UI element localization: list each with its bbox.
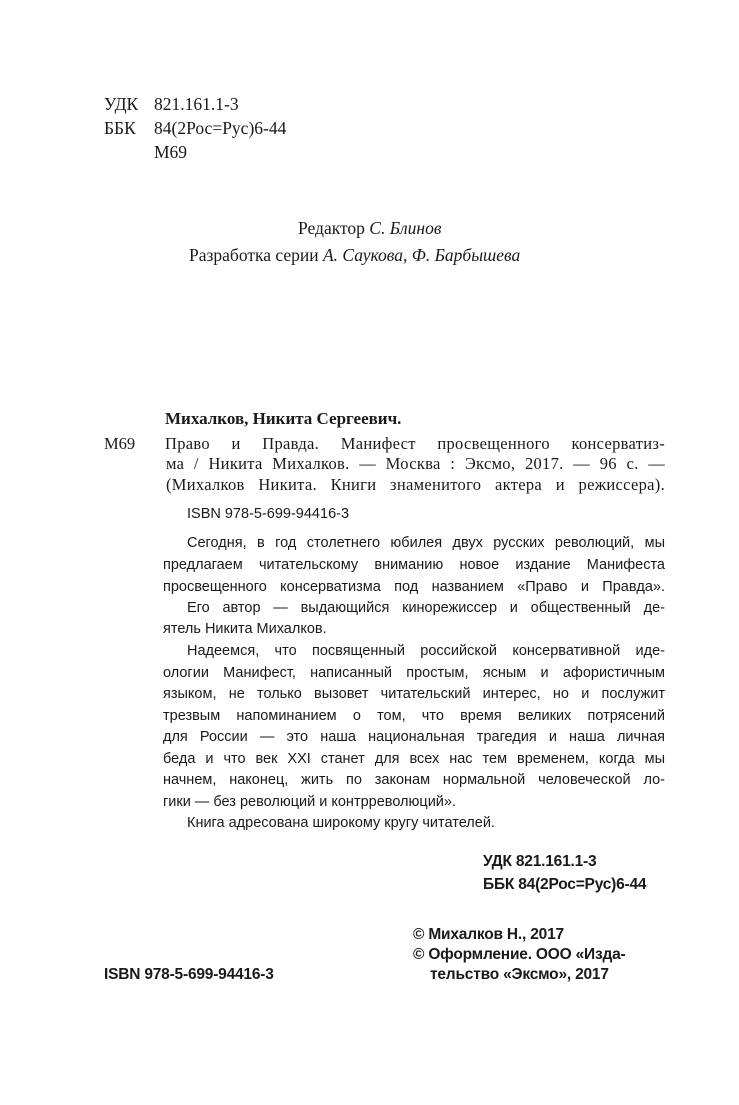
annotation-line: гики — без революций и контрреволюций». [163, 794, 456, 810]
bbk-row [104, 118, 287, 139]
annotation-line: Сегодня, в год столетнего юбилея двух русских революций, мы [187, 535, 665, 551]
copyright-author: © Михалков Н., 2017 [413, 926, 564, 943]
annotation-line: Книга адресована широкому кругу читателей. [187, 815, 495, 831]
annotation-line: Его автор — выдающийся кинорежиссер и общественный де- [187, 600, 665, 616]
annotation-line: Надеемся, что посвященный российской консервативной иде- [187, 643, 665, 659]
udk-value: 821.161.1-3 [154, 94, 239, 114]
copyright-design-line2: тельство «Эксмо», 2017 [430, 966, 609, 983]
annotation-line: ологии Манифест, написанный простым, ясным и афористичным [163, 665, 665, 681]
bib-description-line: (Михалков Никита. Книги знаменитого актера и режиссера). [166, 475, 665, 494]
bbk-value: 84(2Рос=Рус)6-44 [154, 118, 287, 138]
series-label: Разработка серии [189, 245, 319, 265]
udk-label: УДК [104, 94, 139, 114]
bib-description-line: ма / Никита Михалков. — Москва : Эксмо, 2017. — 96 с. — [166, 454, 665, 473]
editor-label: Редактор [298, 218, 365, 238]
author-heading: Михалков, Никита Сергеевич. [165, 409, 402, 428]
annotation-line: просвещенного консерватизма под названием «Право и Правда». [163, 579, 665, 595]
bib-description-line: Право и Правда. Манифест просвещенного консерватиз- [165, 434, 665, 453]
footer-isbn: ISBN 978-5-699-94416-3 [104, 966, 274, 983]
series-names: А. Саукова, Ф. Барбышева [322, 245, 521, 265]
annotation-line: языком, не только вызовет читательский интерес, но и послужит [163, 686, 665, 702]
isbn-line: ISBN 978-5-699-94416-3 [187, 506, 350, 522]
series-credit [189, 245, 520, 266]
footer-bbk: ББК 84(2Рос=Рус)6-44 [483, 876, 647, 893]
editor-credit [298, 218, 441, 239]
footer-udk: УДК 821.161.1-3 [483, 853, 597, 870]
bbk-label: ББК [104, 118, 136, 138]
editor-name: С. Блинов [369, 218, 442, 238]
annotation-line: ятель Никита Михалков. [163, 621, 327, 637]
author-mark-bib: М69 [104, 434, 136, 453]
udk-row [104, 94, 239, 115]
annotation-line: беда и что век XXI станет для всех нас тем временем, когда мы [163, 751, 665, 767]
author-mark-top: М69 [154, 142, 188, 162]
annotation-line: начнем, наконец, жить по законам нормальной человеческой ло- [163, 772, 665, 788]
annotation-line: трезвым напоминанием о том, что время великих потрясений [163, 708, 665, 724]
copyright-design-line1: © Оформление. ООО «Изда- [413, 946, 626, 963]
annotation-line: предлагаем читательскому вниманию новое издание Манифеста [163, 557, 665, 573]
annotation-line: для России — это наша национальная трагедия и наша личная [163, 729, 665, 745]
